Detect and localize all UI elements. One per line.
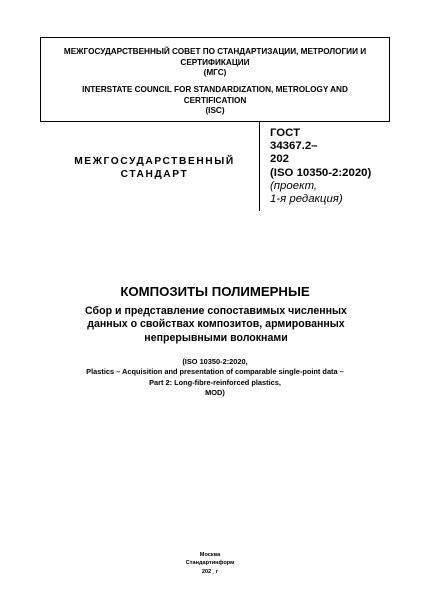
iso-ref-line-2: Plastics – Acquisition and presentation of comparable single-point data – <box>86 367 344 377</box>
council-en-line-2: CERTIFICATION <box>183 95 247 105</box>
subtitle-line-2: данных о свойствах композитов, армированных <box>87 318 345 331</box>
council-ru-line-2: СЕРТИФИКАЦИИ <box>180 57 250 67</box>
document-subtitle <box>48 305 384 345</box>
council-ru-line-1: МЕЖГОСУДАРСТВЕННЫЙ СОВЕТ ПО СТАНДАРТИЗАЦИИ, МЕТРОЛОГИИ И <box>63 47 367 56</box>
standard-designation <box>270 127 380 180</box>
iso-ref-line-3: Part 2: Long-fibre-reinforced plastics, <box>149 377 281 387</box>
status-line-1: (проект, <box>270 180 318 192</box>
council-en-line-3: (ISC) <box>205 106 225 115</box>
designation-line-3: 202 <box>270 153 290 166</box>
header-bottom-rule <box>40 121 390 122</box>
standard-type-line-1: МЕЖГОСУДАРСТВЕННЫЙ <box>74 156 235 167</box>
header-top-rule <box>40 37 390 38</box>
imprint <box>160 551 260 576</box>
council-name-en <box>40 85 390 117</box>
imprint-year: 202_ г <box>201 568 219 575</box>
iso-reference <box>40 357 390 399</box>
designation-line-4: (ISO 10350-2:2020) <box>270 166 372 179</box>
subtitle-line-3: непрерывными волокнами <box>144 331 288 344</box>
document-title: КОМПОЗИТЫ ПОЛИМЕРНЫЕ <box>120 284 310 299</box>
iso-ref-line-4: MOD) <box>205 388 225 398</box>
draft-status <box>270 180 385 206</box>
imprint-city: Москва <box>199 552 221 558</box>
imprint-publisher: Стандартинформ <box>185 560 235 567</box>
standard-type-line-2: СТАНДАРТ <box>120 168 189 180</box>
designation-divider <box>259 121 260 211</box>
council-name-ru <box>40 47 390 79</box>
iso-ref-line-1: (ISO 10350-2:2020, <box>182 357 248 366</box>
council-ru-line-3: (МГС) <box>203 68 227 77</box>
standard-type <box>52 156 257 181</box>
subtitle-line-1: Сбор и представление сопоставимых численных <box>85 305 347 317</box>
designation-line-1: ГОСТ <box>270 127 301 139</box>
council-en-line-1: INTERSTATE COUNCIL FOR STANDARDIZATION, METROLOGY AND <box>82 85 348 94</box>
status-line-2: 1-я редакция) <box>270 193 343 206</box>
designation-line-2: 34367.2– <box>270 140 318 153</box>
